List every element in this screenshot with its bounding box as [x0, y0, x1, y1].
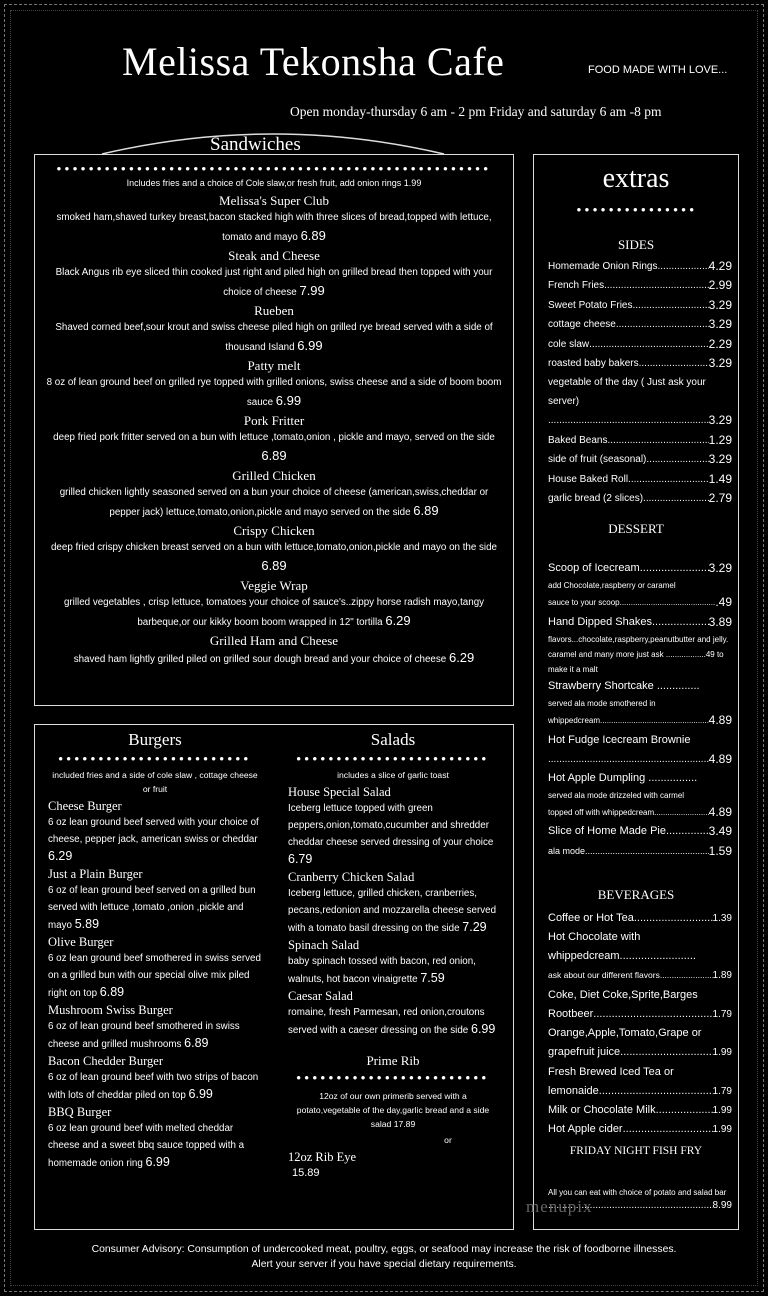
- burgers-item-name: Cheese Burger: [48, 799, 122, 813]
- beverage-price: 1.99: [712, 1105, 732, 1117]
- sandwich-desc-text: deep fried crispy chicken breast served on a bun with lettuce,tomato,onion,pickle and mayo on the side: [50, 542, 498, 553]
- burgers-item-desc: [48, 814, 266, 866]
- sandwich-price: 6.89: [300, 228, 326, 243]
- side-item-price: 3.29: [708, 356, 732, 371]
- dessert-item-icecream: [548, 559, 732, 578]
- sandwich-name: Melissa's Super Club: [219, 193, 329, 208]
- burgers-item-desc-text: 6 oz lean ground beef smothered in swiss served on a grilled bun with our special olive mix piled right on top: [48, 953, 261, 999]
- side-item-price: 3.29: [708, 452, 732, 467]
- beverage-label: Rootbeer: [548, 1007, 594, 1020]
- dessert-item-price: 4.89: [708, 713, 732, 728]
- sandwich-desc-text: deep fried pork fritter served on a bun with lettuce ,tomato,onion , pickle and mayo, served on the side: [53, 432, 495, 443]
- side-item-price: 2.79: [708, 491, 732, 506]
- salads-item-name: Cranberry Chicken Salad: [288, 870, 415, 884]
- sandwich-desc-text: grilled chicken lightly seasoned served on a bun your choice of cheese (american,swiss,cheddar or pepper jack) lettuce,tomato,onion,pickle and mayo served on the side: [59, 487, 489, 518]
- beverage-label: grapefruit juice: [548, 1046, 621, 1059]
- burgers-item-desc: [48, 1069, 266, 1104]
- dessert-item-label: sauce to your scoop: [548, 598, 620, 608]
- burgers-item-name: Olive Burger: [48, 935, 114, 949]
- sandwich-desc-text: shaved ham lightly grilled piled on grilled sour dough bread and your choice of cheese: [73, 654, 447, 665]
- salads-item-name: Caesar Salad: [288, 989, 353, 1003]
- tagline: FOOD MADE WITH LOVE...: [588, 64, 728, 76]
- side-item-label: garlic bread (2 slices): [548, 493, 644, 505]
- salads-item-desc-text: romaine, fresh Parmesan, red onion,croutons served with a caeser dressing on the side: [288, 1007, 485, 1036]
- beverage-label: Hot Chocolate with: [548, 931, 641, 944]
- dessert-item-label: topped off with whippedcream: [548, 808, 655, 818]
- sandwich-name: Patty melt: [247, 358, 301, 373]
- beverage-item: [548, 1005, 732, 1024]
- salads-title: Salads: [370, 730, 416, 749]
- burgers-item-desc-text: 6 oz lean ground beef with melted cheddar cheese and a sweet bbq sauce topped with a homemade onion ring: [48, 1123, 245, 1169]
- dessert-item-price: 3.89: [708, 614, 732, 629]
- dessert-item-brownie: [548, 750, 732, 769]
- salads-column: [284, 730, 502, 1182]
- sandwich-desc: [36, 374, 512, 412]
- burgers-item-price: 6.29: [48, 849, 73, 863]
- extras-box: [533, 154, 739, 1230]
- leader-dots: [646, 450, 708, 469]
- side-item: [548, 335, 732, 354]
- prime-rib-desc: 12oz of our own primerib served with a potato,vegetable of the day,garlic bread and a side salad 17.89: [296, 1091, 490, 1129]
- fish-fry-price: 8.99: [712, 1200, 732, 1211]
- dessert-item-label: Scoop of Icecream: [548, 562, 640, 574]
- sandwich-desc-text: Black Angus rib eye sliced thin cooked just right and piled high on grilled bread then topped with your choice of cheese: [55, 267, 493, 298]
- dessert-item-price: .49: [715, 595, 732, 610]
- beverages-list: [548, 909, 732, 1140]
- leader-dots: [608, 431, 709, 450]
- leader-dots: [643, 489, 709, 508]
- burgers-item-price: 5.89: [74, 917, 100, 931]
- sandwich-desc: [36, 429, 512, 467]
- dessert-note: served ala mode drizzeled with carmel: [548, 791, 685, 801]
- consumer-advisory: [0, 1242, 768, 1272]
- burgers-note: included fries and a side of cole slaw , cottage cheese or fruit: [52, 770, 258, 794]
- sandwich-desc: [36, 209, 512, 247]
- sides-list: [548, 257, 732, 508]
- dessert-note: served ala mode smothered in: [548, 699, 656, 709]
- side-item: [548, 450, 732, 469]
- dot-divider: ••••••••••••••••••••••••: [296, 1073, 490, 1083]
- dessert-note: flavors...chocolate,raspberry,peanutbutter and jelly.caramel and many more just ask ..................49 to make it a malt: [548, 635, 729, 675]
- dessert-item-sauce: [548, 593, 732, 612]
- beverage-price: 1.79: [712, 1008, 732, 1020]
- beverage-price: 1.39: [712, 913, 732, 924]
- dessert-item-price: 3.49: [708, 824, 732, 839]
- beverage-label: Orange,Apple,Tomato,Grape or: [548, 1027, 702, 1040]
- salads-item-price: 6.99: [471, 1022, 496, 1036]
- leader-dots: [639, 354, 709, 373]
- beverage-label: whippedcream.........................: [548, 950, 696, 963]
- sandwich-name: Pork Fritter: [243, 413, 305, 428]
- prime-rib-or: or: [444, 1135, 452, 1145]
- burgers-item-desc-text: 6 oz lean ground beef served with your choice of cheese, pepper jack, american swiss or cheddar: [48, 817, 259, 845]
- salads-item-name: House Special Salad: [288, 785, 391, 799]
- beverage-item: [548, 1082, 732, 1101]
- burgers-column: [44, 730, 266, 1172]
- beverage-label: Milk or Chocolate Milk: [548, 1104, 656, 1117]
- sandwich-name: Steak and Cheese: [228, 248, 320, 263]
- side-item-label: side of fruit (seasonal): [548, 454, 647, 466]
- beverage-label: Coke, Diet Coke,Sprite,Barges: [548, 988, 698, 1001]
- sandwich-name: Rueben: [254, 303, 294, 318]
- prime-rib-title: Prime Rib: [366, 1053, 420, 1068]
- burgers-item-desc: [48, 1120, 266, 1172]
- cafe-title: Melissa Tekonsha Cafe: [122, 39, 505, 84]
- beverage-item: [548, 966, 732, 985]
- beverage-label: Fresh Brewed Iced Tea or: [548, 1065, 674, 1078]
- sandwich-price: 6.89: [261, 558, 287, 573]
- dessert-item-label: Hand Dipped Shakes: [548, 615, 652, 628]
- dessert-item-label: ala mode: [548, 845, 586, 856]
- salads-item-desc-text: baby spinach tossed with bacon, red onion, walnuts, hot bacon vinaigrette: [288, 956, 476, 985]
- ribeye-price: 15.89: [292, 1167, 320, 1179]
- side-item: [548, 315, 732, 334]
- sandwich-desc-text: 8 oz of lean ground beef on grilled rye topped with grilled onions, swiss cheese and a side of boom boom sauce: [46, 377, 502, 408]
- dessert-item-label: Strawberry Shortcake ..............: [548, 680, 700, 693]
- dessert-item-pie: [548, 822, 732, 841]
- salads-note: includes a slice of garlic toast: [337, 770, 449, 780]
- leader-dots: [628, 470, 709, 489]
- sandwich-desc: [36, 484, 512, 522]
- sandwiches-note: Includes fries and a choice of Cole slaw,or fresh fruit, add onion rings 1.99: [126, 178, 422, 188]
- beverage-item: [548, 1120, 732, 1139]
- sandwich-name: Grilled Chicken: [232, 468, 316, 483]
- beverages-title: BEVERAGES: [597, 887, 675, 902]
- beverage-label: lemonaide: [548, 1084, 599, 1097]
- dessert-title: DESSERT: [608, 521, 664, 536]
- sandwich-desc: [36, 319, 512, 357]
- dessert-item-label: Hot Apple Dumpling ................: [548, 772, 698, 785]
- sandwich-name: Crispy Chicken: [233, 523, 315, 538]
- side-item-label: Sweet Potato Fries: [548, 299, 633, 311]
- salads-item-desc: [288, 953, 502, 988]
- burgers-item-desc: [48, 882, 266, 934]
- dessert-item-price: 4.89: [708, 751, 732, 766]
- sandwich-desc: [36, 539, 512, 577]
- burgers-item-price: 6.89: [184, 1036, 209, 1050]
- beverage-item: [548, 1101, 732, 1120]
- sides-title: SIDES: [617, 237, 655, 252]
- sandwich-price: 6.29: [448, 650, 475, 665]
- side-item-label: Baked Beans: [548, 434, 608, 446]
- dessert-item-dumpling: [548, 803, 732, 822]
- burgers-item-name: Bacon Chedder Burger: [48, 1054, 164, 1068]
- fish-fry-title: FRIDAY NIGHT FISH FRY: [569, 1145, 703, 1157]
- side-item-price: 1.49: [708, 471, 732, 486]
- sandwiches-list: [36, 164, 512, 669]
- salads-item-price: 7.29: [462, 920, 487, 934]
- dessert-item-price: 4.89: [708, 805, 732, 820]
- side-item-price: 3.29: [708, 413, 732, 428]
- side-item: [548, 354, 732, 373]
- sandwich-desc-text: grilled vegetables , crisp lettuce, tomatoes your choice of sauce's..zippy horse radish mayo,tangy barbeque,or our kikky boom boom wrapped in 12" tortilla: [63, 597, 485, 628]
- side-item: [548, 411, 732, 430]
- side-item: [548, 431, 732, 450]
- side-item-price: 3.29: [708, 317, 732, 332]
- beverage-item: [548, 1043, 732, 1062]
- dessert-item-label: whippedcream: [548, 716, 601, 726]
- side-item-label: cottage cheese: [548, 319, 616, 331]
- side-item-label: vegetable of the day ( Just ask your server): [548, 377, 706, 408]
- salads-item-desc: [288, 800, 502, 869]
- side-item-price: 2.29: [708, 336, 732, 351]
- sandwich-price: 6.29: [385, 613, 411, 628]
- dessert-item-label: Slice of Home Made Pie: [548, 825, 666, 838]
- salads-item-desc: [288, 1004, 502, 1039]
- burgers-item-desc-text: 6 oz of lean ground beef smothered in swiss cheese and grilled mushrooms: [48, 1021, 240, 1050]
- dessert-item-price: 1.59: [708, 843, 732, 858]
- burgers-item-name: BBQ Burger: [48, 1105, 112, 1119]
- opening-hours: Open monday-thursday 6 am - 2 pm Friday and saturday 6 am -8 pm: [290, 104, 662, 119]
- sandwich-price: 6.99: [297, 338, 323, 353]
- dessert-item-price: 3.29: [708, 561, 732, 575]
- extras-title: extras: [602, 163, 670, 194]
- dot-divider: ••••••••••••••••••••••••: [296, 754, 490, 764]
- sandwich-name: Veggie Wrap: [240, 578, 308, 593]
- beverage-price: 1.99: [712, 1124, 732, 1136]
- burgers-item-name: Just a Plain Burger: [48, 867, 143, 881]
- sandwich-desc: [36, 649, 512, 669]
- burgers-item-desc-text: 6 oz of lean ground beef served on a grilled bun served with lettuce ,tomato ,onion ,pickle and mayo: [48, 885, 256, 931]
- side-item: [548, 257, 732, 276]
- advisory-line-1: Consumer Advisory: Consumption of undercooked meat, poultry, eggs, or seafood may increase the risk of foodborne illnesses.: [91, 1244, 677, 1255]
- beverage-price: 1.79: [712, 1085, 732, 1097]
- dessert-item-label: Hot Fudge Icecream Brownie: [548, 733, 691, 746]
- ribeye-name: 12oz Rib Eye: [288, 1150, 357, 1164]
- side-item-label: House Baked Roll: [548, 473, 629, 485]
- dessert-item-shakes: [548, 613, 732, 632]
- salads-item-price: 7.59: [420, 971, 445, 985]
- sandwich-desc-text: Shaved corned beef,sour krout and swiss cheese piled high on grilled rye bread served with a side of thousand Island: [55, 322, 493, 353]
- sandwich-price: 7.99: [299, 283, 325, 298]
- beverage-label: Coffee or Hot Tea: [548, 912, 634, 924]
- burgers-item-price: 6.99: [145, 1155, 170, 1169]
- dot-divider: ••••••••••••••••••••••••: [58, 754, 252, 764]
- dessert-item-alamode: [548, 842, 732, 861]
- dot-divider: ••••••••••••••••••••••••••••••••••••••••••••••••••••••: [56, 164, 492, 174]
- beverage-label: ask about our different flavors: [548, 970, 660, 981]
- fish-fry-desc: All you can eat with choice of potato and salad bar: [548, 1188, 727, 1197]
- side-item-label: cole slaw: [548, 338, 590, 350]
- beverage-label: Hot Apple cider: [548, 1123, 623, 1136]
- dot-divider: •••••••••••••••: [576, 205, 698, 215]
- burgers-item-price: 6.99: [188, 1087, 213, 1101]
- salads-item-name: Spinach Salad: [288, 938, 360, 952]
- watermark-logo: menupix: [526, 1197, 593, 1216]
- advisory-line-2: Alert your server if you have special dietary requirements.: [251, 1259, 517, 1270]
- side-item-label: French Fries: [548, 280, 605, 292]
- salads-item-desc-text: Iceberg lettuce, grilled chicken, cranberries, pecans,redonion and mozzarella cheese served with a tomato basil dressing on the side: [288, 888, 497, 934]
- side-item-price: 4.29: [708, 259, 732, 273]
- side-item: [548, 276, 732, 295]
- side-item-label: roasted baby bakers: [548, 358, 639, 370]
- dessert-list: [548, 559, 732, 861]
- dessert-item-shortcake: [548, 711, 732, 730]
- side-item: [548, 296, 732, 315]
- leader-dots: [604, 276, 709, 295]
- leader-dots: [658, 257, 709, 276]
- burgers-item-desc: [48, 950, 266, 1002]
- burgers-item-price: 6.89: [99, 985, 125, 999]
- burgers-item-desc-text: 6 oz of lean ground beef with two strips of bacon with lots of cheddar piled on top: [48, 1072, 259, 1101]
- side-item-price: 1.29: [708, 432, 732, 447]
- burgers-item-name: Mushroom Swiss Burger: [48, 1003, 173, 1017]
- sandwich-desc-text: smoked ham,shaved turkey breast,bacon stacked high with three slices of bread,topped with lettuce, tomato and mayo: [56, 212, 492, 243]
- salads-item-desc: [288, 885, 502, 937]
- dessert-note: add Chocolate,raspberry or caramel: [548, 581, 676, 591]
- side-item-price: 3.29: [708, 297, 732, 312]
- salads-item-desc-text: Iceberg lettuce topped with green peppers,onion,tomato,cucumber and shredder cheddar cheese served dressing of your choice: [288, 803, 494, 848]
- leader-dots: [589, 335, 709, 354]
- side-item: [548, 489, 732, 508]
- beverage-item: [548, 909, 732, 928]
- sandwich-price: 6.89: [261, 448, 287, 463]
- side-item-price: 2.99: [708, 278, 732, 293]
- leader-dots: [632, 296, 708, 315]
- sandwich-desc: [36, 594, 512, 632]
- sandwich-desc: [36, 264, 512, 302]
- beverage-price: 1.99: [712, 1047, 732, 1059]
- side-item: [548, 470, 732, 489]
- salads-item-price: 6.79: [288, 852, 313, 866]
- beverage-price: 1.89: [712, 970, 732, 982]
- side-item-label: Homemade Onion Rings: [548, 261, 658, 272]
- sandwich-price: 6.99: [275, 393, 302, 408]
- leader-dots: [616, 315, 709, 334]
- sandwiches-title: Sandwiches: [210, 134, 301, 155]
- sandwich-price: 6.89: [413, 503, 439, 518]
- sandwich-name: Grilled Ham and Cheese: [209, 633, 339, 648]
- burgers-item-desc: [48, 1018, 266, 1053]
- burgers-title: Burgers: [128, 730, 182, 749]
